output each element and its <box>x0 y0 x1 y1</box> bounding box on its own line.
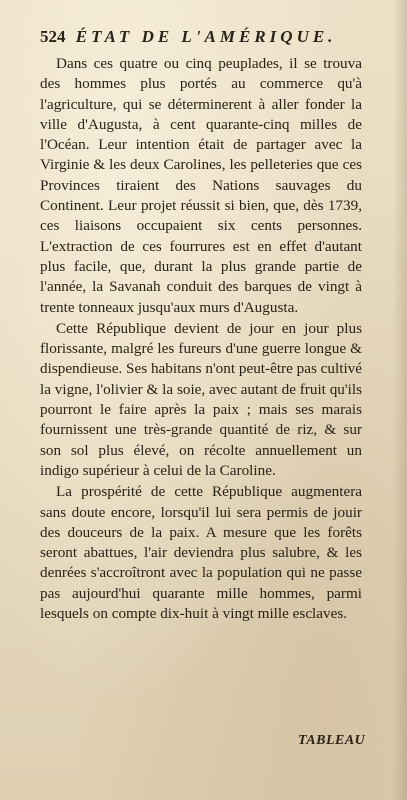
page-header <box>40 27 360 47</box>
page-number: 524 <box>40 27 66 46</box>
catchword: TABLEAU <box>298 733 366 748</box>
paragraph: Cette République devient de jour en jour plus florissante, malgré les fureurs d'une guerre longue & dispendieuse. Ses habitans n'ont peut-être pas cultivé la vigne, l'olivier & la soie, avec autant de fruit qu'ils pourront le faire après la paix ; mais ses marais fournissent une très-grande quantité de riz, & sur son sol plus élevé, on récolte annuellement un indigo supérieur à celui de la Caroline. <box>40 319 363 479</box>
running-title: ÉTAT DE L'AMÉRIQUE. <box>75 27 337 46</box>
body-text <box>40 54 362 624</box>
paragraph: La prospérité de cette République augmentera sans doute encore, lorsqu'il lui sera permis de jouir des douceurs de la paix. A mesure que les forêts seront abattues, l'air deviendra plus salubre, & les denrées s'accroîtront avec la population qui ne passe pas aujourd'hui quarante mille hommes, parmi lesquels on compte dix-huit à vingt mille esclaves. <box>40 483 362 623</box>
paragraph: Dans ces quatre ou cinq peuplades, il se trouva des hommes plus portés au commerce qu'à l'agriculture, qui se déterminerent à aller fonder la ville d'Augusta, à cent quarante-cinq milles de l'Océan. Leur intention était de partager avec la Virginie & les deux Carolines, les pelleteries que ces Provinces tiraient des Nations sauvages du Continent. Leur projet réussit si bien, que, dès 1739, ces liaisons occupaient six cents personnes. L'extraction de ces fourrures est en effet d'autant plus facile, que, durant la plus grande partie de l'année, la Savanah conduit des barques de vingt à trente tonneaux jusqu'aux murs d'Augusta. <box>40 55 362 316</box>
